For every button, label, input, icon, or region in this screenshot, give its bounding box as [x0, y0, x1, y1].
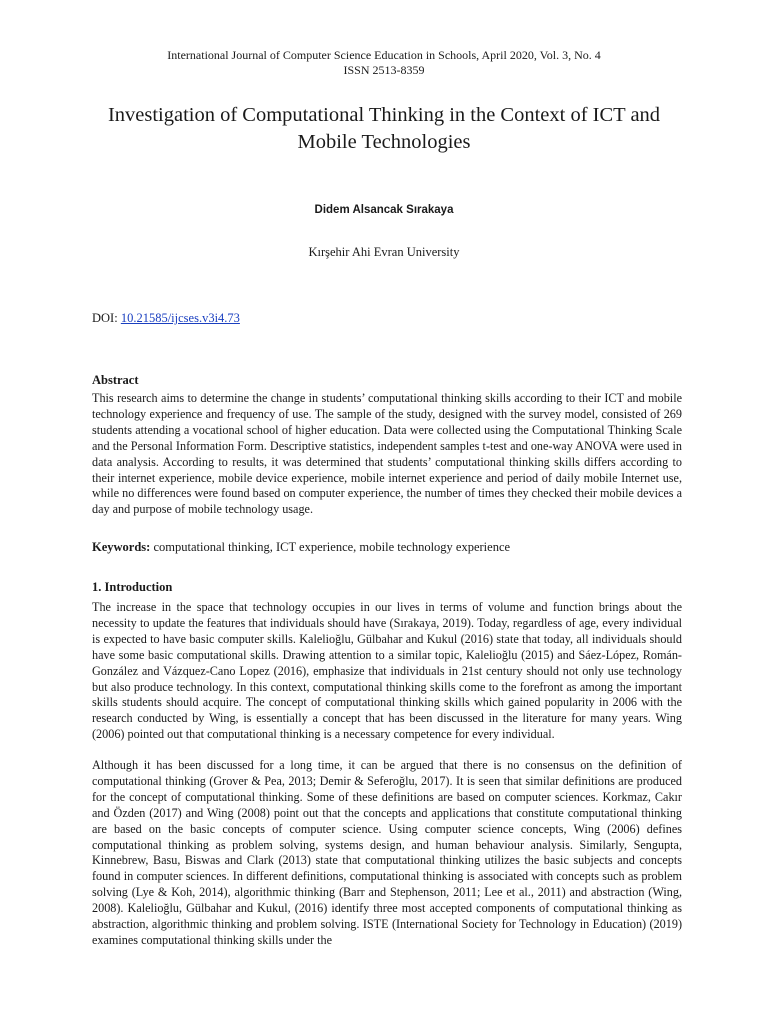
journal-line: International Journal of Computer Science Education in Schools, April 2020, Vol. 3, No. 4	[167, 48, 601, 62]
keywords-label: Keywords:	[92, 540, 151, 554]
doi-label: DOI:	[92, 311, 118, 325]
doi-line	[92, 311, 240, 326]
keywords-text: computational thinking, ICT experience, mobile technology experience	[153, 540, 511, 554]
paper-title: Investigation of Computational Thinking in the Context of ICT and Mobile Technologies	[107, 104, 661, 153]
journal-header	[0, 48, 768, 78]
abstract-body: This research aims to determine the change in students’ computational thinking skills according to their ICT and mobile technology experience and frequency of use. The sample of the study, designed with the survey model, consisted of 269 students attending a vocational school of higher education. Data were collected using the Computational Thinking Scale and the Personal Information Form. Descriptive statistics, independent samples t-test and one-way ANOVA were used in data analysis. According to results, it was determined that students’ computational thinking skills differs according to their internet experience, mobile device experience, mobile internet experience and period of daily mobile Internet use, while no differences were found based on computer experience, the number of times they checked their mobile devices a day and purpose of mobile technology usage.	[92, 391, 682, 517]
issn-line: ISSN 2513-8359	[343, 63, 425, 77]
abstract-heading: Abstract	[92, 373, 139, 387]
author-affiliation: Kırşehir Ahi Evran University	[308, 245, 460, 259]
introduction-paragraph-1: The increase in the space that technology occupies in our lives in terms of volume and function brings about the necessity to update the features that individuals should have (Sırakaya, 2019). Today, regardless of age, every individual is expected to have basic computer skills. Kalelioğlu, Gülbahar and Kukul (2016) state that today, all individuals should have some basic computational skills. Drawing attention to a similar topic, Kalelioğlu (2015) and Sáez-López, Román-González and Vázquez-Cano Lopez (2016), emphasize that individuals in 21st century should not only use technology but also produce technology. In this context, computational thinking skills come to the forefront as among the important skills students should acquire. The concept of computational thinking skills which gained popularity in 2006 with the research conducted by Wing, is essentially a concept that has been discussed in the literature for many years. Wing (2006) pointed out that computational thinking is a necessary competence for every individual.	[92, 600, 682, 742]
introduction-paragraph-2: Although it has been discussed for a long time, it can be argued that there is no consensus on the definition of computational thinking (Grover & Pea, 2013; Demir & Seferoğlu, 2017). It is seen that similar definitions are produced for the concept of computational thinking. Some of these definitions are based on computer sciences. Korkmaz, Cakır and Özden (2017) and Wing (2008) point out that the concepts and applications that constitute computational thinking are based on the basic concepts of computer science. Using computer science concepts, Wing (2006) defines computational thinking as problem solving, systems design, and human behaviour analysis. Similarly, Sengupta, Kinnebrew, Basu, Biswas and Clark (2013) state that computational thinking utilizes the basic subjects and concepts found in computer sciences. In different definitions, computational thinking is associated with concepts such as problem solving (Lye & Koh, 2014), algorithmic thinking (Barr and Stephenson, 2011; Lee et al., 2011) and abstraction (Wing, 2008). Kalelioğlu, Gülbahar and Kukul, (2016) identify three most accepted components of computational thinking as abstraction, algorithmic thinking and problem solving. ISTE (International Society for Technology in Education) (2019) examines computational thinking skills under the	[92, 758, 682, 947]
introduction-heading: 1. Introduction	[92, 580, 173, 594]
keywords-line	[92, 540, 510, 555]
author-name: Didem Alsancak Sırakaya	[314, 204, 454, 216]
doi-link[interactable]: 10.21585/ijcses.v3i4.73	[120, 311, 240, 325]
